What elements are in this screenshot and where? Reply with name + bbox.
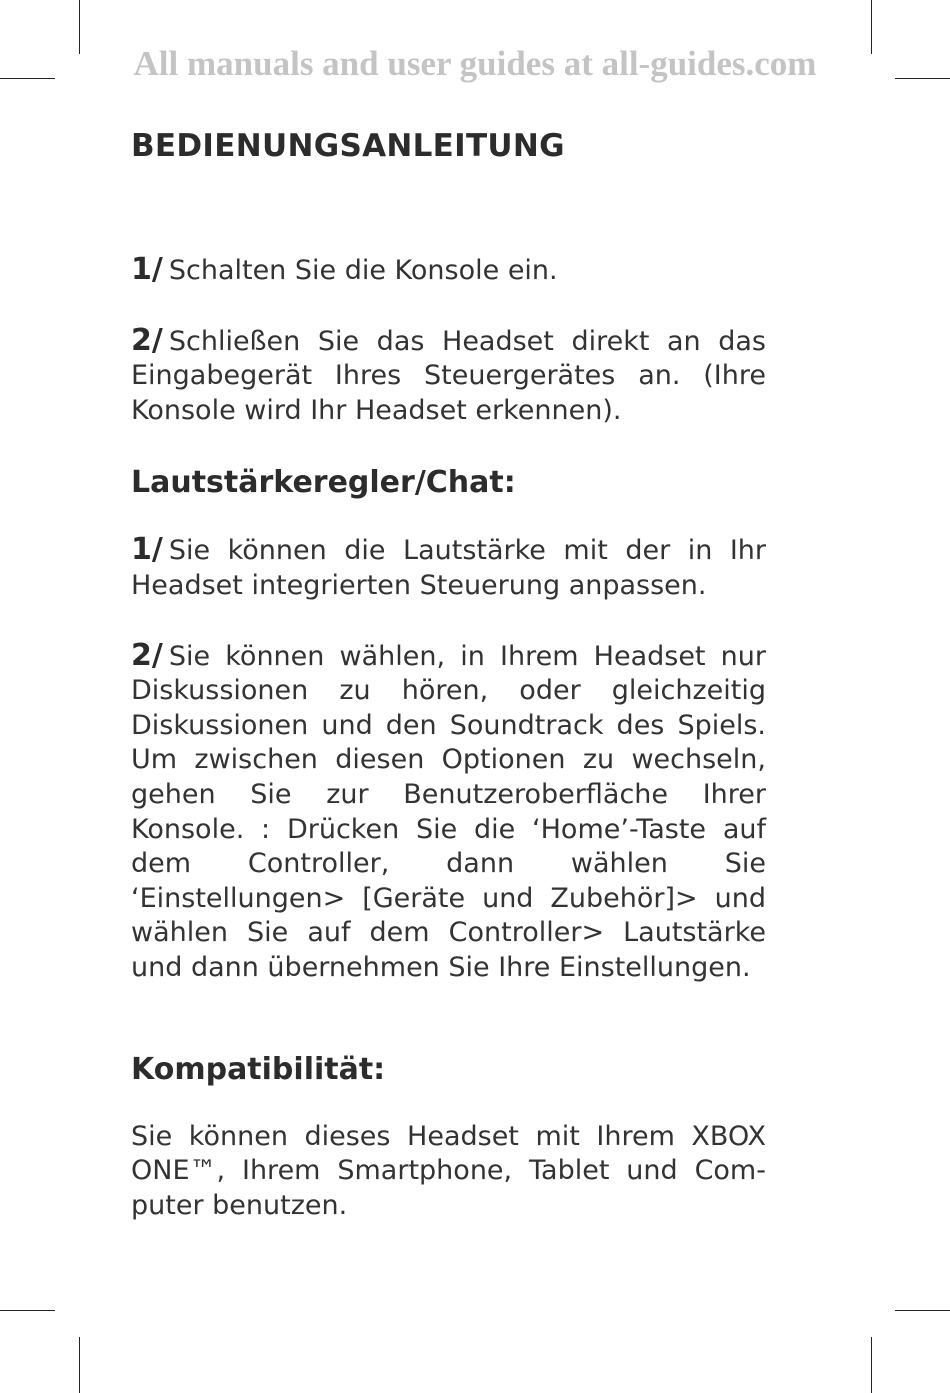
step-text: Schalten Sie die Konsole ein. <box>168 255 558 286</box>
watermark: All manuals and user guides at all-guides.com <box>133 44 817 83</box>
step-number: 1/ <box>131 532 163 568</box>
page-title: BEDIENUNGSANLEITUNG <box>131 128 565 164</box>
setup-step-2 <box>131 324 766 429</box>
step-text: Sie können wählen, in Ihrem Headset nur Diskussionen zu hören, oder gleichzeitig Diskussionen und den Soundtrack des Spiels. Um zwischen diesen Optionen zu wechseln, gehen Sie zur Benutzeroberfläche Ihrer Konsole. : Drücken Sie die ‘Home’-Taste auf dem Controller, dann wählen Sie ‘Einstellungen> [Geräte und Zubehör]> und wählen Sie auf dem Controller> Lautstärke und dann übernehmen Sie Ihre Einstellungen. <box>131 640 766 983</box>
crop-mark-bottom-left-vertical <box>79 1337 80 1393</box>
crop-mark-bottom-right-horizontal <box>895 1310 950 1311</box>
step-text: Sie können die Lautstärke mit der in Ihr Headset integrierten Steuerung anpassen. <box>131 535 766 601</box>
step-number: 2/ <box>131 322 163 358</box>
setup-step-1 <box>131 253 766 289</box>
step-number: 1/ <box>131 252 163 287</box>
volume-step-1 <box>131 533 766 603</box>
step-text: Schließen Sie das Headset direkt an das Eingabegerät Ihres Steuergerätes an. (Ihre Konsole wird Ihr Headset erkennen). <box>131 325 766 426</box>
crop-mark-bottom-left-horizontal <box>0 1310 55 1311</box>
step-number: 2/ <box>131 637 163 673</box>
volume-heading: Lautstärkeregler/Chat: <box>131 465 516 501</box>
compat-text: Sie können dieses Headset mit Ihrem XBOX ONE™, Ihrem Smartphone, Tablet und Computer benutzen. <box>131 1120 766 1221</box>
crop-mark-bottom-right-vertical <box>871 1337 872 1393</box>
volume-step-2 <box>131 639 766 986</box>
compat-heading: Kompatibilität: <box>131 1051 386 1087</box>
manual-content <box>131 126 766 1223</box>
